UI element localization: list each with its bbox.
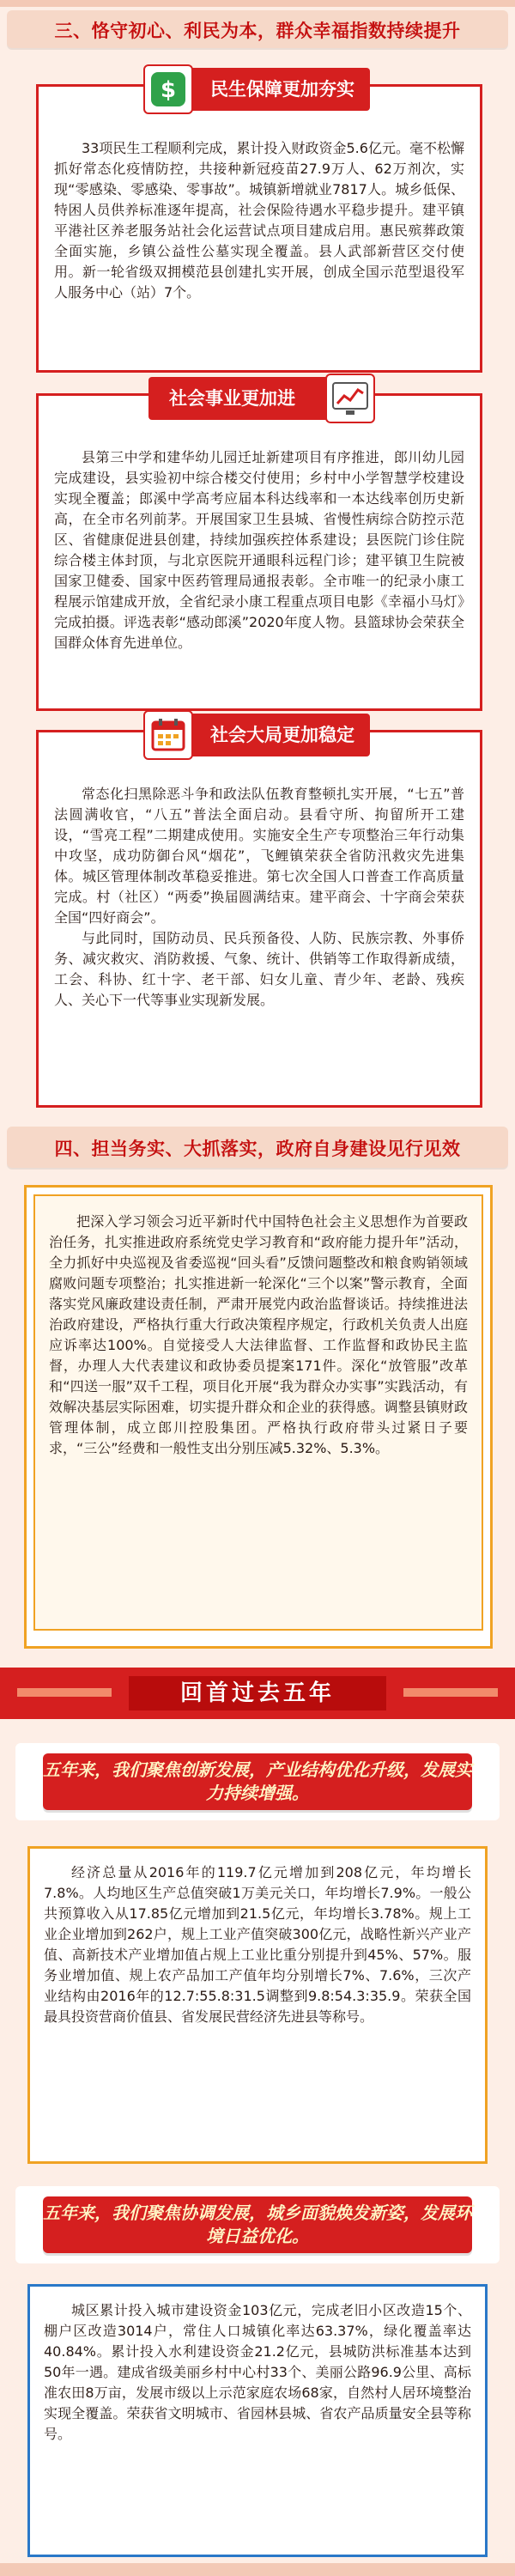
block-livelihood-title: 民生保障更加夯实 xyxy=(210,79,354,100)
block-social xyxy=(36,388,482,711)
section4-text: 把深入学习领会习近平新时代中国特色社会主义思想作为首要政治任务，扎实推进政府系统党史学习教育和“政府能力提升年”活动，全力抓好中央巡视及省委巡视“回头看”反馈问题整改和粮食购销领域腐败问题专项整治；扎实推进新一轮深化“三个以案”警示教育，全面落实党风廉政建设责任制，严肃开展党内政治监督谈话。持续推进法治政府建设，严格执行重大行政决策程序规定，行政机关负责人出庭应诉率达100%。自觉接受人大法律监督、工作监督和政协民主监督，办理人大代表建议和政协委员提案171件。深化“放管服”改革和“四送一服”双千工程，项目化开展“我为群众办实事”实践活动，有效解决基层实际困难，切实提升群众和企业的获得感。调整县镇财政管理体制，成立郎川控股集团。严格执行政府带头过紧日子要求，“三公”经费和一般性支出分别压减5.32%、5.3%。 xyxy=(49,1213,468,1456)
block-stability xyxy=(36,725,482,1108)
callout-coordination xyxy=(15,2186,500,2263)
block-livelihood-text: 33项民生工程顺利完成，累计投入财政资金5.6亿元。毫不松懈抓好常态化疫情防控，共接种新冠疫苗27.9万人、62万剂次，实现“零感染、零感染、零事故”。城镇新增就业7817人。城乡低保、特困人员供养标准逐年提高，社会保险待遇水平稳步提升。建平镇平港社区养老服务站社会化运营试点项目建成启用。惠民殡葬政策全面实施，乡镇公益性公墓实现全覆盖。县人武部新营区交付使用。新一轮省级双拥模范县创建扎实开展，创成全国示范型退役军人服务中心（站）7个。 xyxy=(54,140,464,301)
money-icon xyxy=(143,64,193,114)
calendar-icon xyxy=(143,710,193,760)
section4-panel xyxy=(24,1185,493,1649)
block-livelihood-tag xyxy=(148,68,370,111)
banner-right-wing xyxy=(403,1688,498,1697)
callout-coordination-text: 五年来，我们聚焦协调发展，城乡面貌焕发新姿，发展环境日益优化。 xyxy=(43,2202,472,2246)
review-banner-title: 回首过去五年 xyxy=(129,1676,386,1710)
bottom-decoration xyxy=(0,2563,515,2576)
review-economy-box xyxy=(27,1846,488,2164)
block-stability-title: 社会大局更加稳定 xyxy=(210,725,354,745)
block-stability-tag xyxy=(148,714,370,756)
review-urban-box xyxy=(27,2284,488,2557)
callout-innovation-text: 五年来，我们聚焦创新发展，产业结构优化升级，发展实力持续增强。 xyxy=(43,1759,472,1803)
block-social-title: 社会事业更加进步 xyxy=(169,388,295,452)
callout-innovation xyxy=(15,1743,500,1820)
review-economy-text: 经济总量从2016年的119.7亿元增加到208亿元，年均增长7.8%。人均地区生产总值突破1万美元关口，年均增长7.9%。一般公共预算收入从17.85亿元增加到21.5亿元，年均增长3.78%。规上工业企业增加到262户，规上工业产值突破300亿元，战略性新兴产业产值、高新技术产业增加值占规上工业比重分别提升到45%、57%。服务业增加值、规上农产品加工产值年均分别增长7%、7.6%，三次产业结构由2016年的12.7:55.8:31.5调整到9.8:54.3:35.9。荣获全国最具投资营商价值县、省发展民营经济先进县等称号。 xyxy=(44,1864,471,2025)
section3-header xyxy=(7,10,508,48)
top-decoration xyxy=(0,0,515,7)
block-social-tag xyxy=(148,377,370,452)
review-urban-text: 城区累计投入城市建设资金103亿元，完成老旧小区改造15个、棚户区改造3014户，常住人口城镇化率达63.37%，绿化覆盖率达40.84%。累计投入水利建设资金21.2亿元，县城防洪标准基本达到50年一遇。建成省级美丽乡村中心村33个、美丽公路96.9公里、高标准农田8万亩，发展市级以上示范家庭农场68家，自然村人居环境整治实现全覆盖。荣获省文明城市、省园林县城、省农产品质量安全县等称号。 xyxy=(44,2302,471,2442)
chart-icon xyxy=(325,374,375,423)
block-livelihood xyxy=(36,77,482,373)
banner-left-wing xyxy=(17,1688,112,1697)
section4-header xyxy=(7,1127,508,1168)
svg-text:$: $ xyxy=(160,77,177,103)
review-banner xyxy=(0,1668,515,1719)
section4-title: 四、担当务实、大抓落实，政府自身建设见行见效 xyxy=(54,1139,461,1159)
block-stability-text-2: 与此同时，国防动员、民兵预备役、人防、民族宗教、外事侨务、减灾救灾、消防救援、气象、统计、供销等工作取得新成绩，工会、科协、红十字、老干部、妇女儿童、青少年、老龄、残疾人、关心下一代等事业实现新发展。 xyxy=(54,930,464,1008)
section3-title: 三、恪守初心、利民为本，群众幸福指数持续提升 xyxy=(54,21,461,41)
block-stability-text-1: 常态化扫黑除恶斗争和政法队伍教育整顿扎实开展，“七五”普法圆满收官，“八五”普法全面启动。县看守所、拘留所开工建设，“雪亮工程”二期建成使用。实施安全生产专项整治三年行动集中攻坚，成功防御台风“烟花”，飞鲤镇荣获全省防汛救灾先进集体。城区管理体制改革稳妥推进。第七次全国人口普查工作高质量完成。村（社区）“两委”换届圆满结束。建平商会、十字商会荣获全国“四好商会”。 xyxy=(54,786,464,926)
block-social-text: 县第三中学和建华幼儿园迁址新建项目有序推进，郎川幼儿园完成建设，县实验初中综合楼交付使用；乡村中小学智慧学校建设实现全覆盖；郎溪中学高考应届本科达线率和一本达线率创历史新高，在全市名列前茅。开展国家卫生县城、省慢性病综合防控示范区、省健康促进县创建，持续加强疾控体系建设；县医院门诊住院综合楼主体封顶，与北京医院开通眼科远程门诊；建平镇卫生院被国家卫健委、国家中医药管理局通报表彰。全市唯一的纪录小康工程展示馆建成开放，全省纪录小康工程重点项目电影《幸福小马灯》完成拍摄。评选表彰“感动郎溪”2020年度人物。县篮球协会荣获全国群众体育先进单位。 xyxy=(54,449,464,651)
